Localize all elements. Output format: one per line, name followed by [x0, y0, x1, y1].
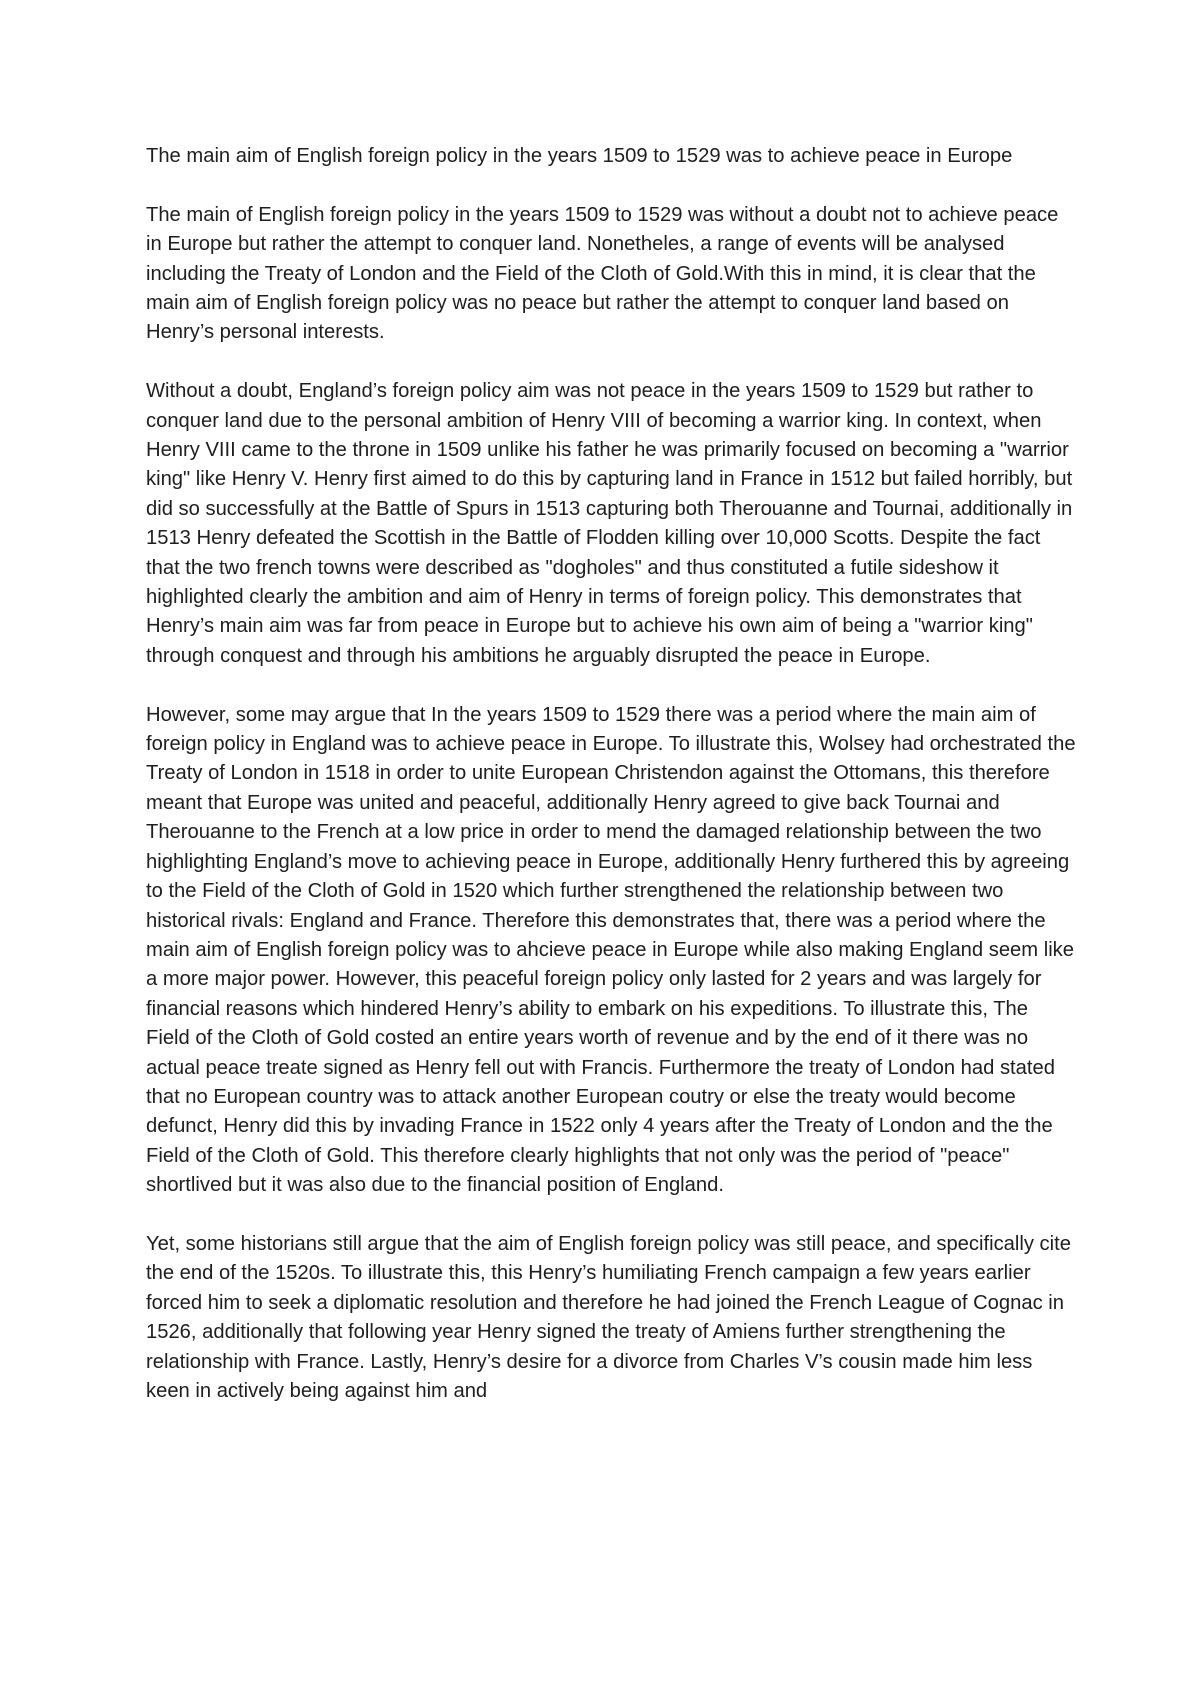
- essay-title: The main aim of English foreign policy in the years 1509 to 1529 was to achieve peace in Europe: [146, 145, 1013, 167]
- paragraph-introduction: The main of English foreign policy in the years 1509 to 1529 was without a doubt not to achieve peace in Europe but rather the attempt to conquer land. Nonetheles, a range of events will be analysed including the Treaty of London and the Field of the Cloth of Gold.With this in mind, it is clear that the main aim of English foreign policy was no peace but rather the attempt to conquer land based on Henry’s personal interests.: [146, 203, 1059, 344]
- paragraph-treaty-of-london: However, some may argue that In the years 1509 to 1529 there was a period where the main aim of foreign policy in England was to achieve peace in Europe. To illustrate this, Wolsey had orchestrated the Treaty of London in 1518 in order to unite European Christendon against the Ottomans, this therefore meant that Europe was united and peaceful, additionally Henry agreed to give back Tournai and Therouanne to the French at a low price in order to mend the damaged relationship between the two highlighting England’s move to achieving peace in Europe, additionally Henry furthered this by agreeing to the Field of the Cloth of Gold in 1520 which further strengthened the relationship between two historical rivals: England and France. Therefore this demonstrates that, there was a period where the main aim of English foreign policy was to ahcieve peace in Europe while also making England seem like a more major power. However, this peaceful foreign policy only lasted for 2 years and was largely for financial reasons which hindered Henry’s ability to embark on his expeditions. To illustrate this, The Field of the Cloth of Gold costed an entire years worth of revenue and by the end of it there was no actual peace treate signed as Henry fell out with Francis. Furthermore the treaty of London had stated that no European country was to attack another European coutry or else the treaty would become defunct, Henry did this by invading France in 1522 only 4 years after the Treaty of London and the the Field of the Cloth of Gold. This therefore clearly highlights that not only was the period of "peace" shortlived but it was also due to the financial position of England.: [146, 703, 1076, 1197]
- document-page: [146, 142, 1076, 1436]
- paragraph-historians-argument: Yet, some historians still argue that the aim of English foreign policy was still peace, and specifically cite the end of the 1520s. To illustrate this, this Henry’s humiliating French campaign a few years earlier forced him to seek a diplomatic resolution and therefore he had joined the French League of Cognac in 1526, additionally that following year Henry signed the treaty of Amiens further strengthening the relationship with France. Lastly, Henry’s desire for a divorce from Charles V’s cousin made him less keen in actively being against him and: [146, 1232, 1071, 1402]
- paragraph-warrior-king: Without a doubt, England’s foreign policy aim was not peace in the years 1509 to 1529 but rather to conquer land due to the personal ambition of Henry VIII of becoming a warrior king. In context, when Henry VIII came to the throne in 1509 unlike his father he was primarily focused on becoming a "warrior king" like Henry V. Henry first aimed to do this by capturing land in France in 1512 but failed horribly, but did so successfully at the Battle of Spurs in 1513 capturing both Therouanne and Tournai, additionally in 1513 Henry defeated the Scottish in the Battle of Flodden killing over 10,000 Scotts. Despite the fact that the two french towns were described as "dogholes" and thus constituted a futile sideshow it highlighted clearly the ambition and aim of Henry in terms of foreign policy. This demonstrates that Henry’s main aim was far from peace in Europe but to achieve his own aim of being a "warrior king" through conquest and through his ambitions he arguably disrupted the peace in Europe.: [146, 380, 1073, 667]
